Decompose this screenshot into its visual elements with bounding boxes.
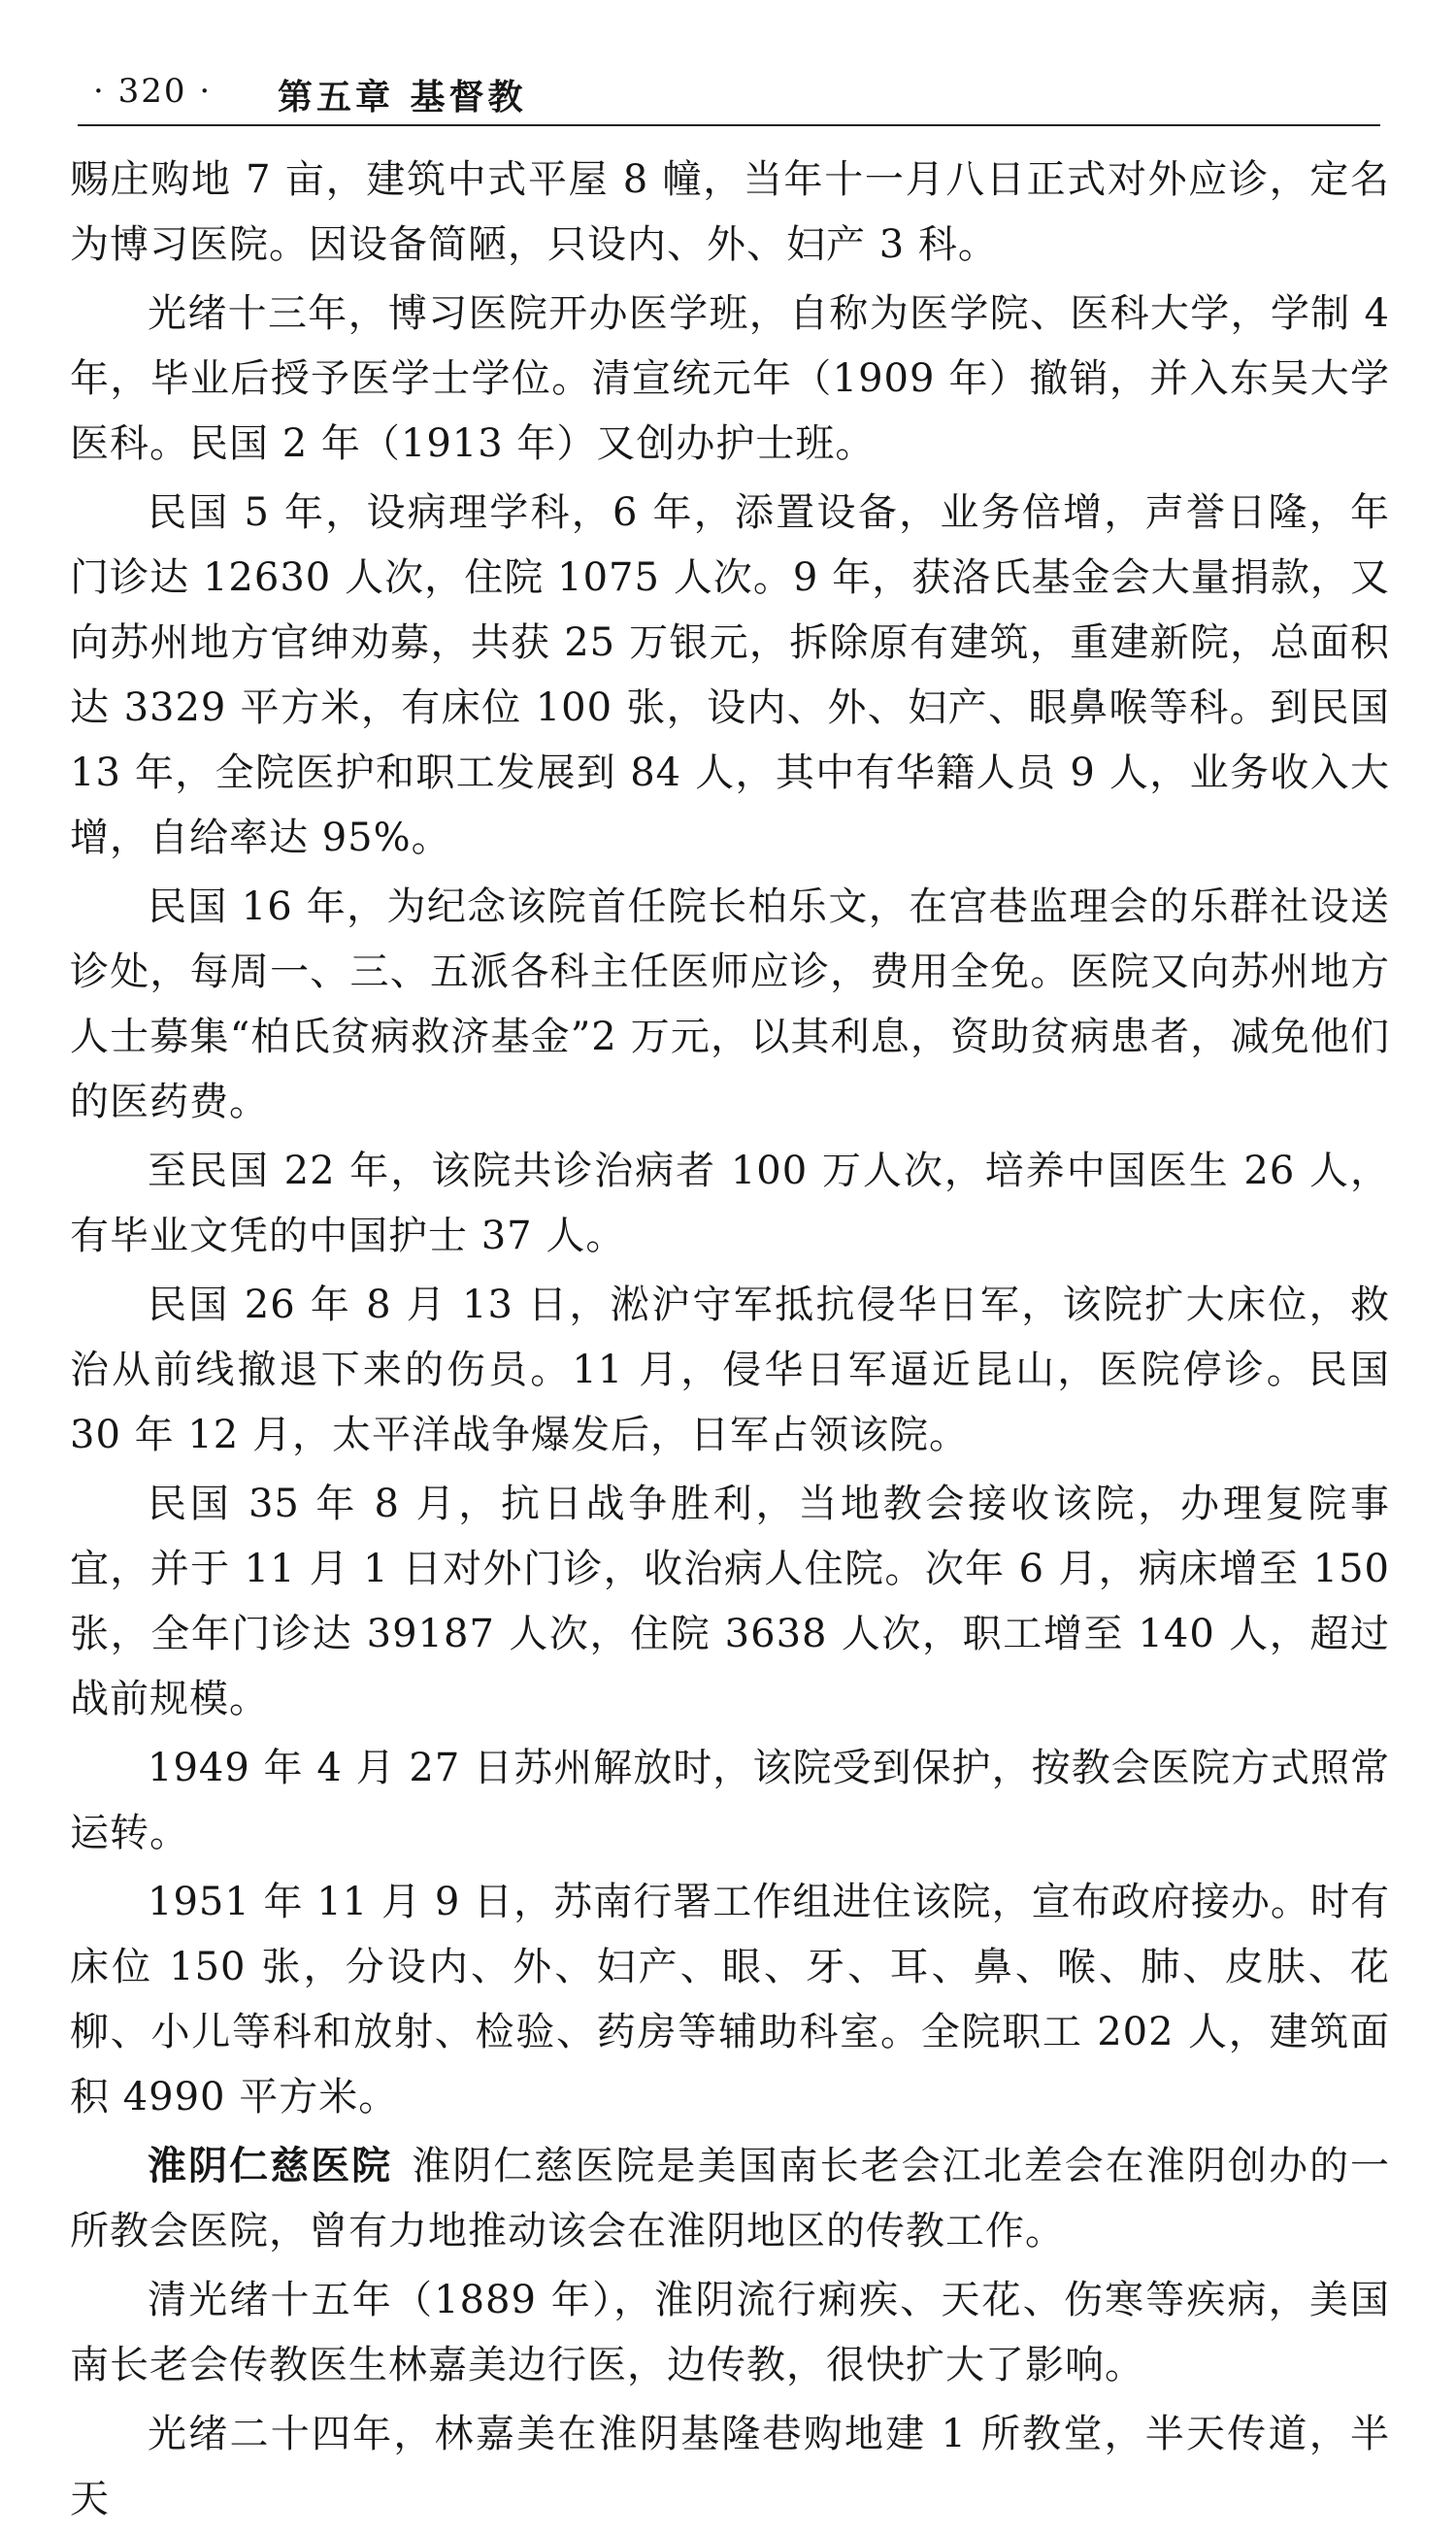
body-text [70, 148, 1390, 2536]
paragraph-text: 赐庄购地 7 亩，建筑中式平屋 8 幢，当年十一月八日正式对外应诊，定名为博习医院。因设备简陋，只设内、外、妇产 3 科。 [70, 157, 1390, 267]
paragraph-text: 光绪十三年，博习医院开办医学班，自称为医学院、医科大学，学制 4 年，毕业后授予医学士学位。清宣统元年（1909 年）撤销，并入东吴大学医科。民国 2 年（1913 年）又创办护士班。 [70, 291, 1390, 466]
chapter-title: 第五章 基督教 [278, 78, 527, 117]
page-header [83, 58, 1404, 126]
paragraph [70, 2402, 1390, 2532]
header-rule [78, 124, 1380, 126]
paragraph [70, 148, 1390, 278]
paragraph-text: 民国 35 年 8 月，抗日战争胜利，当地教会接收该院，办理复院事宜，并于 11 月 1 日对外门诊，收治病人住院。次年 6 月，病床增至 150 张，全年门诊达 39187 人次，住院 3638 人次，职工增至 140 人，超过战前规模。 [70, 1482, 1390, 1721]
paragraph-text: 清光绪十五年（1889 年），淮阴流行痢疾、天花、伤寒等疾病，美国南长老会传教医生林嘉美边行医，边传教，很快扩大了影响。 [70, 2278, 1390, 2387]
paragraph [70, 1472, 1390, 1732]
paragraph [70, 481, 1390, 871]
paragraph [70, 2134, 1390, 2264]
paragraph [70, 1736, 1390, 1866]
paragraph [70, 282, 1390, 477]
section-heading: 淮阴仁慈医院 [148, 2144, 393, 2188]
paragraph-text: 民国 16 年，为纪念该院首任院长柏乐文，在宫巷监理会的乐群社设送诊处，每周一、三、五派各科主任医师应诊，费用全免。医院又向苏州地方人士募集“柏氏贫病救济基金”2 万元，以其利息，资助贫病患者，减免他们的医药费。 [70, 884, 1390, 1124]
paragraph-text: 1949 年 4 月 27 日苏州解放时，该院受到保护，按教会医院方式照常运转。 [70, 1746, 1390, 1855]
paragraph-text: 至民国 22 年，该院共诊治病者 100 万人次，培养中国医生 26 人，有毕业文凭的中国护士 37 人。 [70, 1149, 1390, 1258]
paragraph [70, 1273, 1390, 1468]
paragraph [70, 1139, 1390, 1269]
paragraph-text: 1951 年 11 月 9 日，苏南行署工作组进住该院，宣布政府接办。时有床位 150 张，分设内、外、妇产、眼、牙、耳、鼻、喉、肺、皮肤、花柳、小儿等科和放射、检验、药房等辅助科室。全院职工 202 人，建筑面积 4990 平方米。 [70, 1880, 1390, 2119]
paragraph-text: 光绪二十四年，林嘉美在淮阴基隆巷购地建 1 所教堂，半天传道，半天 [70, 2412, 1390, 2521]
page-number: · 320 · [93, 72, 213, 111]
paragraph-text: 民国 5 年，设病理学科，6 年，添置设备，业务倍增，声誉日隆，年门诊达 12630 人次，住院 1075 人次。9 年，获洛氏基金会大量捐款，又向苏州地方官绅劝募，共获 25 万银元，拆除原有建筑，重建新院，总面积达 3329 平方米，有床位 100 张，设内、外、妇产、眼鼻喉等科。到民国 13 年，全院医护和职工发展到 84 人，其中有华籍人员 9 人，业务收入大增，自给率达 95%。 [70, 490, 1390, 860]
paragraph [70, 875, 1390, 1135]
paragraph-text: 民国 26 年 8 月 13 日，淞沪守军抵抗侵华日军，该院扩大床位，救治从前线撤退下来的伤员。11 月，侵华日军逼近昆山，医院停诊。民国 30 年 12 月，太平洋战争爆发后，日军占领该院。 [70, 1283, 1390, 1457]
paragraph [70, 1870, 1390, 2130]
paragraph-text: 淮阴仁慈医院是美国南长老会江北差会在淮阴创办的一所教会医院，曾有力地推动该会在淮阴地区的传教工作。 [70, 2144, 1391, 2253]
paragraph [70, 2268, 1390, 2398]
